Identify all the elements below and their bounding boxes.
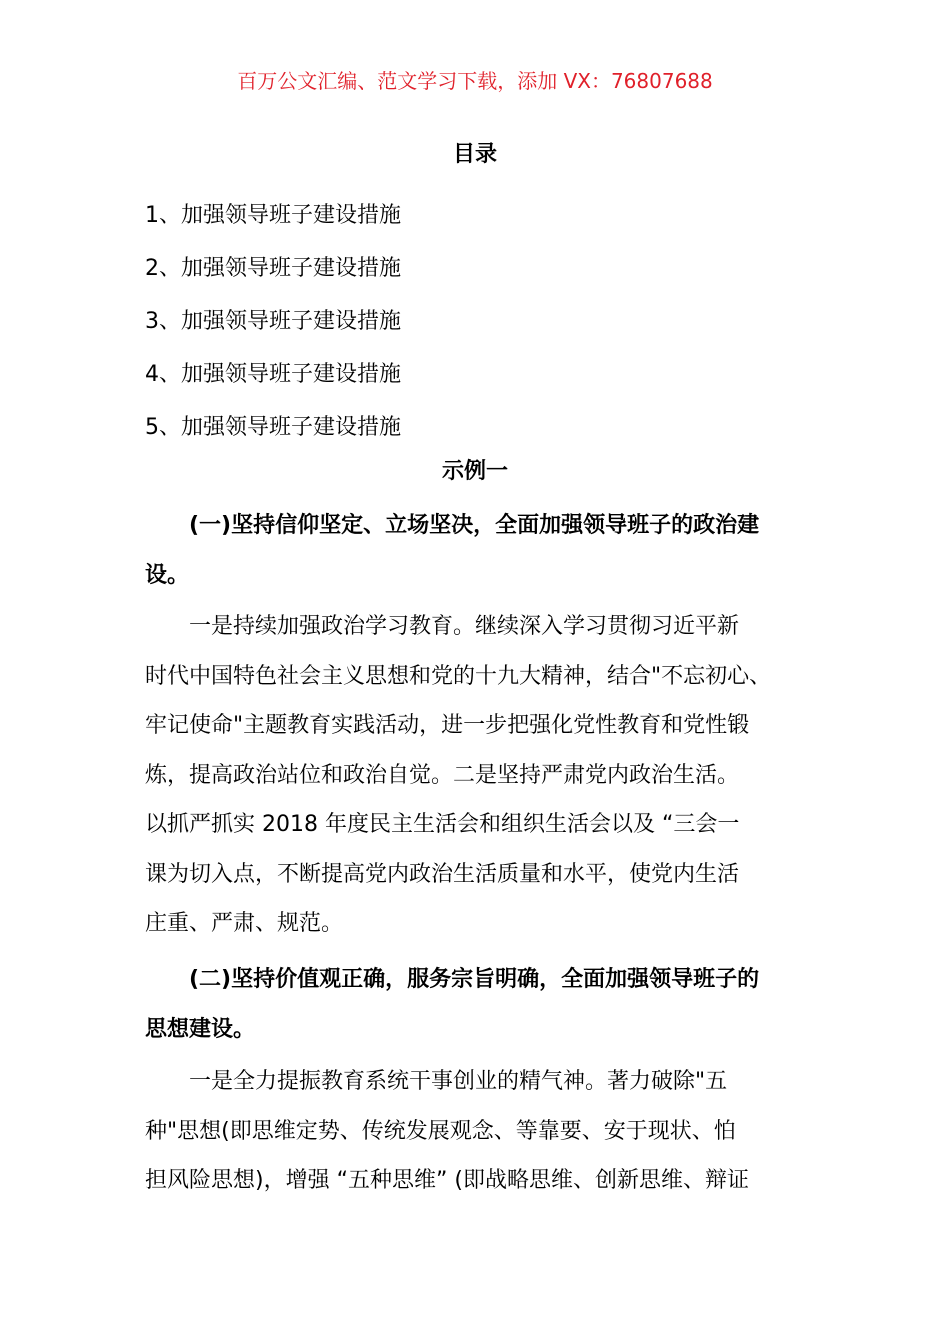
body-line: 课为切入点，不断提高党内政治生活质量和水平，使党内生活 xyxy=(145,861,740,887)
toc-item[interactable]: 3、加强领导班子建设措施 xyxy=(145,309,401,334)
table-of-contents xyxy=(145,189,401,454)
heading-line: 思想建设。 xyxy=(145,1016,256,1042)
section-1-heading xyxy=(145,501,815,600)
heading-line: (一)坚持信仰坚定、立场坚决，全面加强领导班子的政治建 xyxy=(189,513,760,538)
toc-item[interactable]: 5、加强领导班子建设措施 xyxy=(145,415,401,440)
example-title: 示例一 xyxy=(441,459,508,484)
section-2-body xyxy=(145,1057,815,1206)
body-line: 炼，提高政治站位和政治自觉。二是坚持严肃党内政治生活。 xyxy=(145,762,740,788)
body-line: 一是全力提振教育系统干事创业的精气神。著力破除"五 xyxy=(189,1069,728,1094)
download-notice: 百万公文汇编、范文学习下载，添加 VX：76807688 xyxy=(237,69,713,93)
toc-item[interactable]: 4、加强领导班子建设措施 xyxy=(145,362,401,387)
body-line: 牢记使命"主题教育实践活动，进一步把强化党性教育和党性锻 xyxy=(145,713,750,738)
toc-item[interactable]: 2、加强领导班子建设措施 xyxy=(145,256,401,281)
heading-line: 设。 xyxy=(145,562,190,588)
body-line: 时代中国特色社会主义思想和党的十九大精神，结合"不忘初心、 xyxy=(145,663,772,689)
toc-title: 目录 xyxy=(452,142,497,167)
section-2-heading xyxy=(145,955,815,1054)
body-line: 担风险思想)，增强 “五种思维” (即战略思维、创新思维、辩证 xyxy=(145,1168,749,1193)
body-line: 庄重、严肃、规范。 xyxy=(145,911,344,936)
body-line: 一是持续加强政治学习教育。继续深入学习贯彻习近平新 xyxy=(189,614,740,639)
body-line: 以抓严抓实 2018 年度民主生活会和组织生活会以及 “三会一 xyxy=(145,812,740,837)
heading-line: (二)坚持价值观正确，服务宗旨明确，全面加强领导班子的 xyxy=(189,967,760,992)
section-1-body xyxy=(145,602,815,949)
body-line: 种"思想(即思维定势、传统发展观念、等靠要、安于现状、怕 xyxy=(145,1118,736,1144)
toc-item[interactable]: 1、加强领导班子建设措施 xyxy=(145,203,401,228)
